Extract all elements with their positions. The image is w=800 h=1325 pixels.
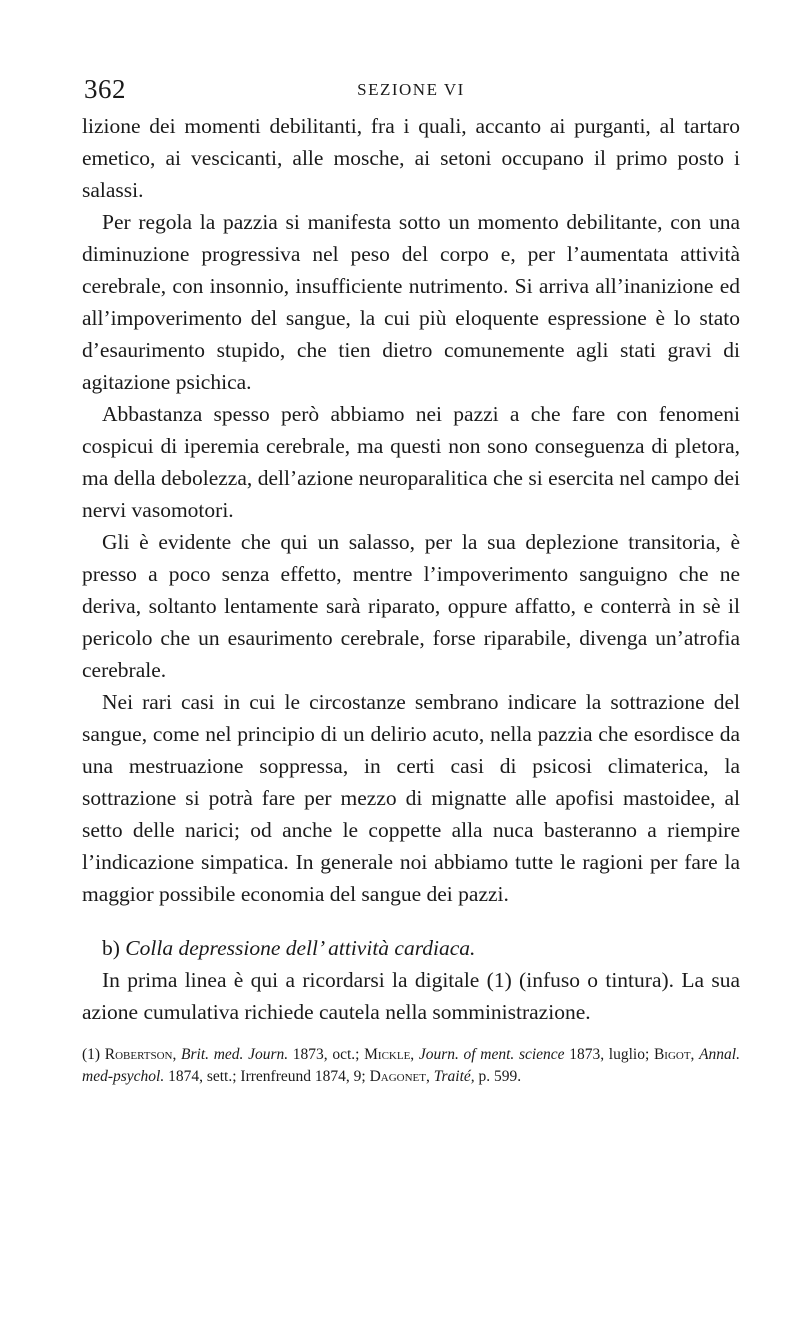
footnote-journal: Traité, <box>433 1068 475 1085</box>
page-header <box>82 60 740 104</box>
footnote-detail: 1874, sett.; Irrenfreund 1874, 9; <box>168 1068 366 1085</box>
footnote <box>82 1044 740 1088</box>
running-head: SEZIONE VI <box>357 80 465 99</box>
footnote-journal: Brit. med. Journ. <box>181 1046 289 1063</box>
paragraph: Per regola la pazzia si manifesta sotto un momento debilitante, con una diminuzione progressiva nel peso del corpo e, per l’aumentata attività cerebrale, con insonnio, insufficiente nutrimento. Si arriva all’inanizione ed all’impoverimento del sangue, la cui più eloquente espressione è lo stato d’esaurimento stupido, che tien dietro comunemente agli stati gravi di agitazione psichica. <box>82 210 740 394</box>
paragraph: Gli è evidente che qui un salasso, per la sua deplezione transitoria, è presso a poco senza effetto, mentre l’impoverimento sanguigno che ne deriva, soltanto lentamente sarà riparato, oppure affatto, e conterrà in sè il pericolo che un esaurimento cerebrale, forse riparabile, divenga un’atrofia cerebrale. <box>82 530 740 682</box>
subsection-heading <box>82 932 740 964</box>
page-number: 362 <box>84 74 126 104</box>
footnote-marker: (1) <box>82 1046 101 1063</box>
footnote-author: Mickle, <box>364 1046 415 1063</box>
footnote-author: Dagonet, <box>369 1068 430 1085</box>
footnote-author: Bigot, <box>653 1046 695 1063</box>
footnote-author: Robertson, <box>104 1046 177 1063</box>
footnote-journal: Annal. med-psychol. <box>82 1046 740 1085</box>
paragraph: lizione dei momenti debilitanti, fra i quali, accanto ai purganti, al tartaro emetico, ai vescicanti, alle mosche, ai setoni occupano il primo posto i salassi. <box>82 114 740 202</box>
paragraph: Abbastanza spesso però abbiamo nei pazzi a che fare con fenomeni cospicui di iperemia cerebrale, ma questi non sono conseguenza di pletora, ma della debolezza, dell’azione neuroparalitica che si esercita nel campo dei nervi vasomotori. <box>82 402 740 522</box>
subsection-label: b) <box>102 936 120 960</box>
footnote-detail: 1873, luglio; <box>569 1046 650 1063</box>
footnote-detail: 1873, oct.; <box>292 1046 360 1063</box>
footnote-detail: p. 599. <box>478 1068 522 1085</box>
paragraph: In prima linea è qui a ricordarsi la digitale (1) (infuso o tintura). La sua azione cumulativa richiede cautela nella somministrazione. <box>82 968 740 1024</box>
subsection-title: Colla depressione dell’ attività cardiaca. <box>125 936 476 960</box>
body-text <box>82 110 740 1028</box>
footnote-journal: Journ. of ment. science <box>418 1046 565 1063</box>
paragraph: Nei rari casi in cui le circostanze sembrano indicare la sottrazione del sangue, come nel principio di un delirio acuto, nella pazzia che esordisce da una mestruazione soppressa, in certi casi di psicosi climaterica, la sottrazione si potrà fare per mezzo di mignatte alle apofisi mastoidee, al setto delle narici; od anche le coppette alla nuca basteranno a riempire l’indicazione simpatica. In generale noi abbiamo tutte le ragioni per fare la maggior possibile economia del sangue dei pazzi. <box>82 690 740 906</box>
